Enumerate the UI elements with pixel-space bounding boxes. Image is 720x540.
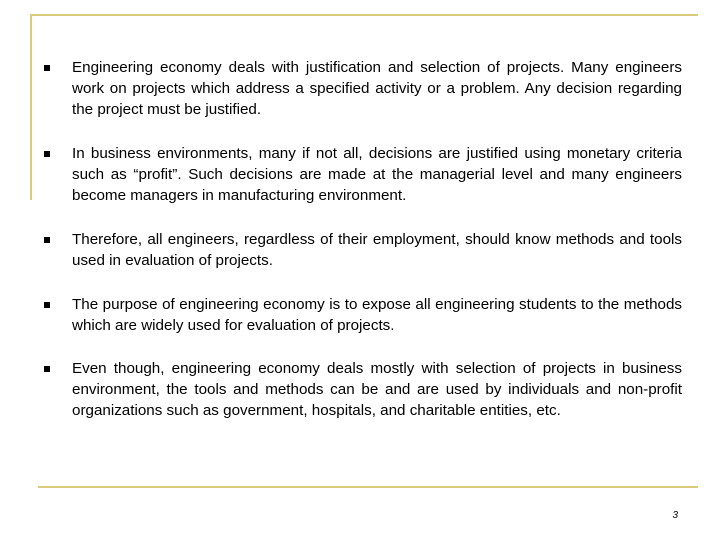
bullet-item-3 <box>42 229 682 271</box>
square-bullet-icon <box>44 65 50 71</box>
bullet-item-4 <box>42 294 682 336</box>
square-bullet-icon <box>44 237 50 243</box>
square-bullet-icon <box>44 302 50 308</box>
bullet-item-1 <box>42 57 682 120</box>
bullet-text-1: Engineering economy deals with justification and selection of projects. Many engineers work on projects which address a specified activity or a problem. Any decision regarding the project must be justified. <box>72 59 682 118</box>
bullet-text-5: Even though, engineering economy deals mostly with selection of projects in business environment, the tools and methods can be and are used by individuals and non-profit organizations such as government, hospitals, and charitable entities, etc. <box>72 360 682 419</box>
bullet-item-5 <box>42 358 682 421</box>
top-decorative-rule <box>30 14 698 16</box>
square-bullet-icon <box>44 151 50 157</box>
bullet-text-4: The purpose of engineering economy is to expose all engineering students to the methods which are widely used for evaluation of projects. <box>72 296 682 334</box>
bullet-text-2: In business environments, many if not all, decisions are justified using monetary criteria such as “profit”. Such decisions are made at the managerial level and many engineers become managers in manufacturing environment. <box>72 145 682 204</box>
left-decorative-rule <box>30 14 32 200</box>
bullet-item-2 <box>42 143 682 206</box>
bullet-text-3: Therefore, all engineers, regardless of their employment, should know methods and tools used in evaluation of projects. <box>72 231 682 269</box>
page-number: 3 <box>672 510 678 521</box>
square-bullet-icon <box>44 366 50 372</box>
bullet-list <box>42 57 682 421</box>
bottom-decorative-rule <box>38 486 698 488</box>
